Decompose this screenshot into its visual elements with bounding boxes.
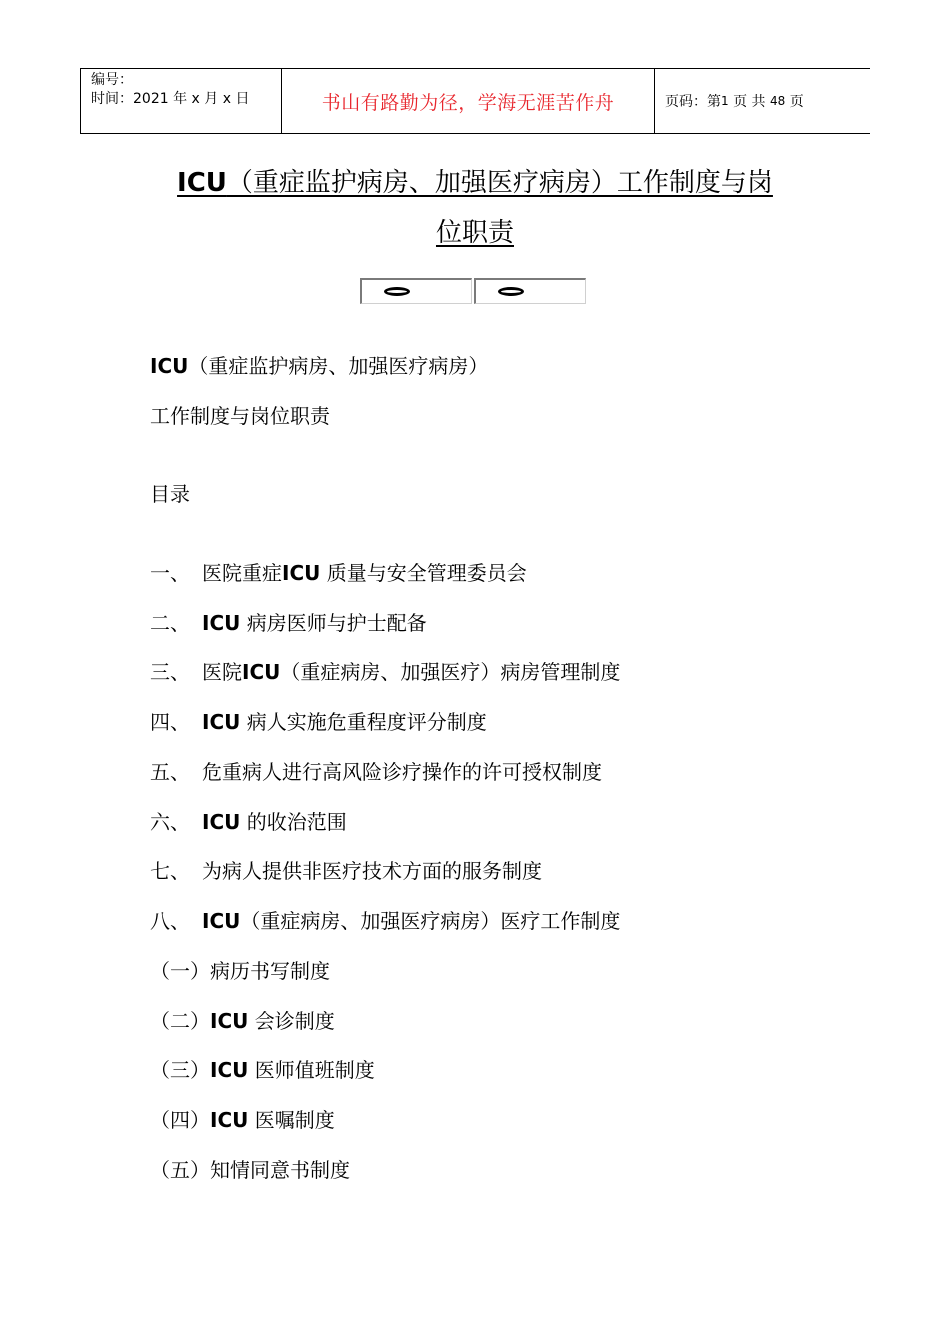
toc-item: 四、 ICU 病人实施危重程度评分制度 <box>150 710 487 734</box>
page-prefix: 页码：第 <box>665 94 721 110</box>
toc-item: 一、 医院重症ICU 质量与安全管理委员会 <box>150 561 527 585</box>
page-mid: 页 共 <box>733 94 766 110</box>
toc-item: 三、 医院ICU（重症病房、加强医疗）病房管理制度 <box>150 660 621 684</box>
time-label: 时间：2021 年 x 月 x 日 <box>91 91 250 107</box>
intro-line-1 <box>150 352 488 380</box>
toc-item: 八、 ICU（重症病房、加强医疗病房）医疗工作制度 <box>150 909 621 933</box>
decorative-boxes <box>360 278 586 304</box>
decorative-box-1 <box>360 278 472 304</box>
toc-sub-item: （五）知情同意书制度 <box>150 1158 350 1182</box>
document-header-table <box>80 68 870 134</box>
toc-sub-item: （四）ICU 医嘱制度 <box>150 1108 335 1132</box>
page-total: 48 <box>770 94 786 108</box>
page-current: 1 <box>721 94 729 108</box>
toc-sub-item: （二）ICU 会诊制度 <box>150 1009 335 1033</box>
toc-item: 七、 为病人提供非医疗技术方面的服务制度 <box>150 859 542 883</box>
intro-line-2: 工作制度与岗位职责 <box>150 404 330 428</box>
title-line-1 <box>140 158 810 208</box>
toc-sub-item: （三）ICU 医师值班制度 <box>150 1058 375 1082</box>
intro-line-1-rest: （重症监护病房、加强医疗病房） <box>188 354 489 378</box>
toc-item: 二、 ICU 病房医师与护士配备 <box>150 611 427 635</box>
oval-icon <box>384 287 410 296</box>
title-line-2: 位职责 <box>435 218 514 248</box>
header-motto-cell <box>282 69 655 133</box>
header-meta-cell <box>81 69 282 133</box>
decorative-box-2 <box>474 278 586 304</box>
toc-item: 五、 危重病人进行高风险诊疗操作的许可授权制度 <box>150 760 602 784</box>
serial-number-label: 编号： <box>91 72 133 88</box>
oval-icon <box>498 287 524 296</box>
document-title <box>140 158 810 258</box>
toc-sub-item: （一）病历书写制度 <box>150 959 330 983</box>
title-line-1-rest: （重症监护病房、加强医疗病房）工作制度与岗 <box>226 168 773 198</box>
title-icu: ICU <box>177 168 227 198</box>
toc-heading: 目录 <box>150 482 190 506</box>
intro-icu: ICU <box>150 354 189 378</box>
page-suffix: 页 <box>789 94 804 110</box>
motto-text: 书山有路勤为径，学海无涯苦作舟 <box>321 91 615 114</box>
header-page-cell <box>655 69 870 133</box>
toc-item: 六、 ICU 的收治范围 <box>150 810 347 834</box>
